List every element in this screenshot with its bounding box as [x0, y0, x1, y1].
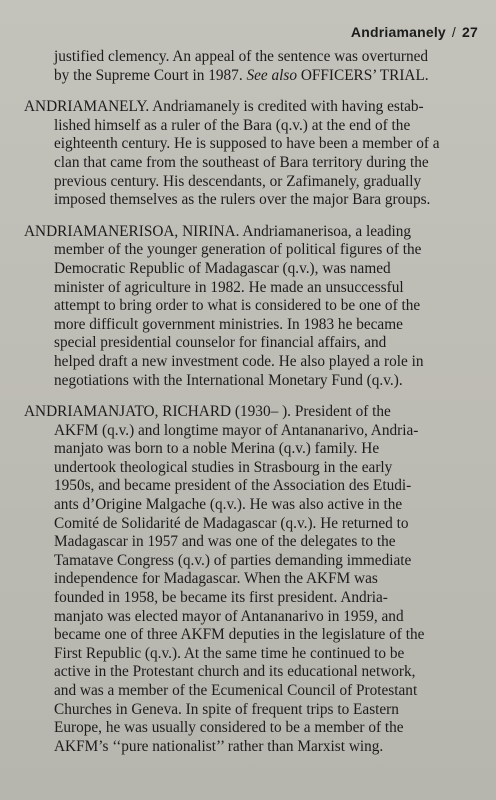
see-also-italic: See also — [246, 66, 298, 84]
entry-andriamanerisoa — [24, 223, 464, 390]
text-line: Churches in Geneva. In spite of frequent trips to Eastern — [54, 700, 399, 718]
text-line: special presidential counselor for financial affairs, and — [54, 334, 387, 352]
entry-andriamanely — [24, 98, 464, 210]
text-line: founded in 1958, be became its first president. Andria- — [54, 589, 388, 607]
text-line: helped draft a new investment code. He also played a role in — [54, 352, 424, 370]
text-line: lished himself as a ruler of the Bara (q.v.) at the end of the — [54, 116, 411, 134]
text-line: active in the Protestant church and its educational network, — [54, 663, 416, 681]
text-line: Comité de Solidarité de Madagascar (q.v.). He returned to — [54, 514, 409, 532]
text-line: Tamatave Congress (q.v.) of parties demanding immediate — [54, 551, 412, 569]
running-head-title: Andriamanely — [350, 24, 446, 40]
continuation-paragraph — [24, 48, 464, 85]
text-line: more difficult government ministries. In 1983 he became — [54, 315, 403, 333]
text-line: Democratic Republic of Madagascar (q.v.), was named — [54, 259, 391, 277]
text-line: negotiations with the International Monetary Fund (q.v.). — [54, 371, 403, 389]
page-number: 27 — [462, 24, 478, 40]
entry-headline: ANDRIAMANJATO, RICHARD (1930– ). President of the — [24, 403, 391, 421]
text-line — [54, 67, 464, 86]
entry-headline: ANDRIAMANELY. Andriamanely is credited with having estab- — [24, 98, 424, 116]
text-line: independence for Madagascar. When the AKFM was — [54, 570, 378, 588]
text-line: undertook theological studies in Strasbourg in the early — [54, 458, 393, 476]
text-line: and was a member of the Ecumenical Council of Protestant — [54, 682, 418, 699]
text-line: First Republic (q.v.). At the same time he continued to be — [54, 644, 405, 662]
text-line: previous century. His descendants, or Zafimanely, gradually — [54, 172, 422, 190]
text-line: clan that came from the southeast of Bara territory during the — [54, 153, 429, 171]
entry-andriamanjato — [24, 403, 464, 756]
text-line: Europe, he was usually considered to be a member of the — [54, 719, 404, 737]
text-line: AKFM (q.v.) and longtime mayor of Antananarivo, Andria- — [54, 421, 419, 439]
text-span: by the Supreme Court in 1987. — [54, 66, 247, 84]
running-head — [351, 24, 478, 40]
text-line: manjato was elected mayor of Antananarivo in 1959, and — [54, 607, 404, 625]
text-line: attempt to bring order to what is considered to be one of the — [54, 297, 421, 315]
text-line: AKFM’s ‘‘pure nationalist’’ rather than Marxist wing. — [54, 737, 384, 755]
text-line: ants d’Origine Malgache (q.v.). He was also active in the — [54, 496, 403, 514]
text-line: imposed themselves as the rulers over the major Bara groups. — [54, 191, 431, 209]
text-line: 1950s, and became president of the Association des Etudi- — [54, 477, 412, 495]
running-head-separator: / — [451, 24, 457, 40]
text-line: member of the younger generation of political figures of the — [54, 241, 422, 259]
body-text — [24, 48, 464, 756]
text-line: justified clemency. An appeal of the sentence was overturned — [54, 48, 429, 65]
text-line: eighteenth century. He is supposed to have been a member of a — [54, 135, 440, 153]
entry-headline: ANDRIAMANERISOA, NIRINA. Andriamanerisoa, a leading — [24, 222, 412, 240]
text-line: became one of three AKFM deputies in the legislature of the — [54, 626, 425, 644]
text-line: minister of agriculture in 1982. He made an unsuccessful — [54, 278, 404, 296]
text-line: manjato was born to a noble Merina (q.v.) family. He — [54, 440, 380, 458]
text-span: OFFICERS’ TRIAL. — [297, 66, 429, 84]
text-line: Madagascar in 1957 and was one of the delegates to the — [54, 533, 396, 551]
